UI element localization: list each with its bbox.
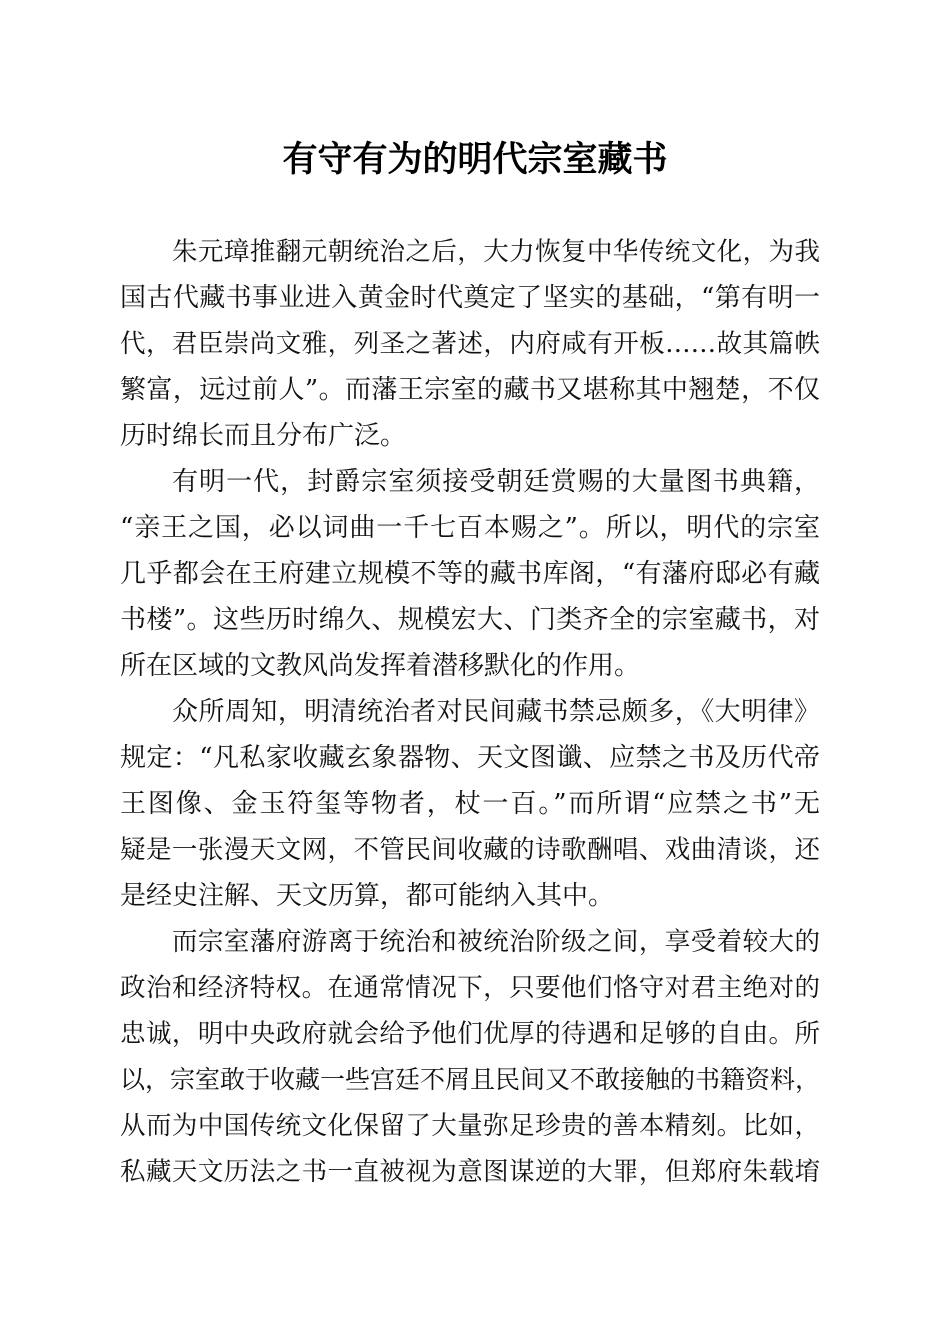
text-line: 有明一代，封爵宗室须接受朝廷赏赐的大量图书典籍， <box>172 467 820 497</box>
text-line: 国古代藏书事业进入黄金时代奠定了坚实的基础，“第有明一 <box>120 283 820 313</box>
text-line: 从而为中国传统文化保留了大量弥足珍贵的善本精刻。比如， <box>120 1111 820 1141</box>
text-line: 政治和经济特权。在通常情况下，只要他们恪守对君主绝对的 <box>120 973 820 1003</box>
text-line: 而宗室藩府游离于统治和被统治阶级之间，享受着较大的 <box>172 927 820 957</box>
text-line: 疑是一张漫天文网，不管民间收藏的诗歌酬唱、戏曲清谈，还 <box>120 835 820 865</box>
text-line: 所在区域的文教风尚发挥着潜移默化的作用。 <box>120 651 641 681</box>
text-line: 私藏天文历法之书一直被视为意图谋逆的大罪，但郑府朱载堉 <box>120 1157 820 1187</box>
text-line: 代，君臣崇尚文雅，列圣之著述，内府咸有开板……故其篇帙 <box>120 329 820 359</box>
document-title: 有守有为的明代宗室藏书 <box>282 139 668 180</box>
text-line: 以，宗室敢于收藏一些宫廷不屑且民间又不敢接触的书籍资料， <box>120 1065 821 1094</box>
text-line: 朱元璋推翻元朝统治之后，大力恢复中华传统文化，为我 <box>172 237 820 267</box>
text-line: 忠诚，明中央政府就会给予他们优厚的待遇和足够的自由。所 <box>120 1019 820 1049</box>
text-line: 是经史注解、天文历算，都可能纳入其中。 <box>120 881 615 911</box>
text-line: 几乎都会在王府建立规模不等的藏书库阁，“有藩府邸必有藏 <box>120 559 820 589</box>
text-line: 书楼”。这些历时绵久、规模宏大、门类齐全的宗室藏书，对 <box>120 605 820 635</box>
text-line: “亲王之国，必以词曲一千七百本赐之”。所以，明代的宗室 <box>120 513 820 543</box>
text-line: 规定：“凡私家收藏玄象器物、天文图谶、应禁之书及历代帝 <box>120 743 820 773</box>
text-line: 历时绵长而且分布广泛。 <box>120 421 407 451</box>
text-line: 王图像、金玉符玺等物者，杖一百。”而所谓“应禁之书”无 <box>120 789 820 819</box>
text-line: 繁富，远过前人”。而藩王宗室的藏书又堪称其中翘楚，不仅 <box>120 375 820 405</box>
text-line: 众所周知，明清统治者对民间藏书禁忌颇多，《大明律》 <box>172 697 820 727</box>
